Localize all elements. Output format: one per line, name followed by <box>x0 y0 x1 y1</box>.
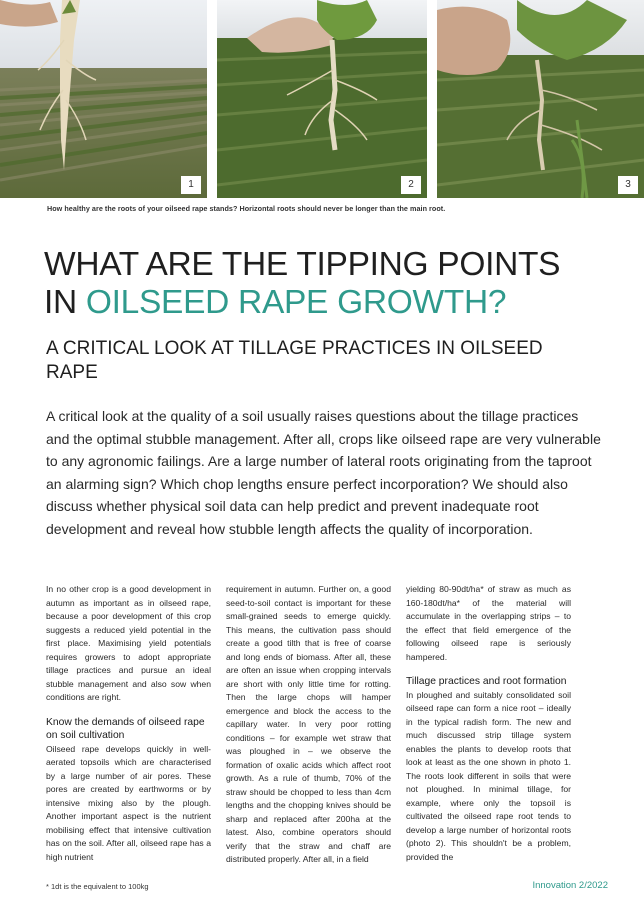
column-3-paragraph-2: In ploughed and suitably consolidated soil oilseed rape can form a nice root – ideally in the typical radish form. The new and much discussed strip tillage system enables the plants to develop roots that look at least as the one shown in photo 1. The roots look different in soils that were not ploughed. In minimal tillage, for example, where only the topsoil is cultivated the oilseed rape root tends to develop a large number of horizontal roots (photo 2). This shouldn't be a problem, provided the <box>406 689 571 862</box>
footnote: * 1dt is the equivalent to 100kg <box>46 882 149 891</box>
photo-number-1: 1 <box>181 176 201 194</box>
column-3-paragraph-1: yielding 80-90dt/ha* of straw as much as 160-180dt/ha* of the material will accumulate in the overlapping strips – to the effect that field emergence of the following oilseed rape is seriously hampered. <box>406 584 571 662</box>
issue-label: Innovation 2/2022 <box>532 880 608 891</box>
photo-caption: How healthy are the roots of your oilseed rape stands? Horizontal roots should never be longer than the main root. <box>47 204 446 213</box>
photo-lateral-roots <box>217 0 427 198</box>
text-column-3 <box>406 583 571 864</box>
article-title <box>44 246 604 322</box>
photo-number-2: 2 <box>401 176 421 194</box>
column-1-paragraph-2: Oilseed rape develops quickly in well-aerated topsoils which are characterised by a large number of air pores. These pores are created by earthworms or by intensive mixing also by the plough. Another important aspect is the nutrient mobilising effect that intensive cultivation has on the soil. After all, oilseed rape has a high nutrient <box>46 743 211 862</box>
taproot-photo-image <box>0 0 207 198</box>
text-column-2 <box>226 583 391 867</box>
photo-strip <box>0 0 644 198</box>
column-1-paragraph-1: In no other crop is a good development in autumn as important as in oilseed rape, because a poor development of this crop suggests a reduced yield potential in the first place. Maximising yield potentials requires growers to adopt appropriate tillage practices and pursue an ideal stubble management and also sow when conditions are right. <box>46 584 211 702</box>
column-3-heading: Tillage practices and root formation <box>406 676 567 687</box>
lateral-roots-photo-image <box>217 0 427 198</box>
title-line-2-prefix: IN <box>44 284 86 321</box>
photo-number-3: 3 <box>618 176 638 194</box>
photo-taproot <box>0 0 207 198</box>
column-2-paragraph-1: requirement in autumn. Further on, a good seed-to-soil contact is important for these small-grained seeds to emerge quickly. This means, the cultivation pass should create a good tilth that is free of coarse and long ends of biomass. After all, these are often an issue when cropping intervals are short with only little time for rotting. Then the large chops will hamper emergence and block the access to the capillary water. In very poor rotting conditions – for example wet straw that was ploughed in – we observe the formation of oxalic acids which affect root growth. As a rule of thumb, 70% of the straw should be chopped to less than 4cm lengths and the chopping knives should be sharp and replaced after 200ha at the latest. Also, combine operators should verify that the straw and chaff are distributed properly. After all, in a field <box>226 584 391 864</box>
title-line-2-accent: OILSEED RAPE GROWTH? <box>85 284 507 321</box>
lead-paragraph: A critical look at the quality of a soil usually raises questions about the tillage practices and the optimal stubble management. After all, crops like oilseed rape are very vulnerable to any agronomic failings. Are a large number of lateral roots originating from the taproot an alarming sign? Which chop lengths ensure perfect incorporation? We should also discuss whether physical soil data can help predict and prevent inadequate root development and reveal how stubble length affects the quality of incorporation. <box>46 408 601 537</box>
photo-horizontal-roots <box>437 0 644 198</box>
title-line-1: WHAT ARE THE TIPPING POINTS <box>44 246 561 283</box>
horizontal-roots-photo-image <box>437 0 644 198</box>
text-column-1 <box>46 583 211 864</box>
article-subtitle: A CRITICAL LOOK AT TILLAGE PRACTICES IN OILSEED RAPE <box>46 338 543 383</box>
column-1-heading: Know the demands of oilseed rape on soil cultivation <box>46 716 205 741</box>
